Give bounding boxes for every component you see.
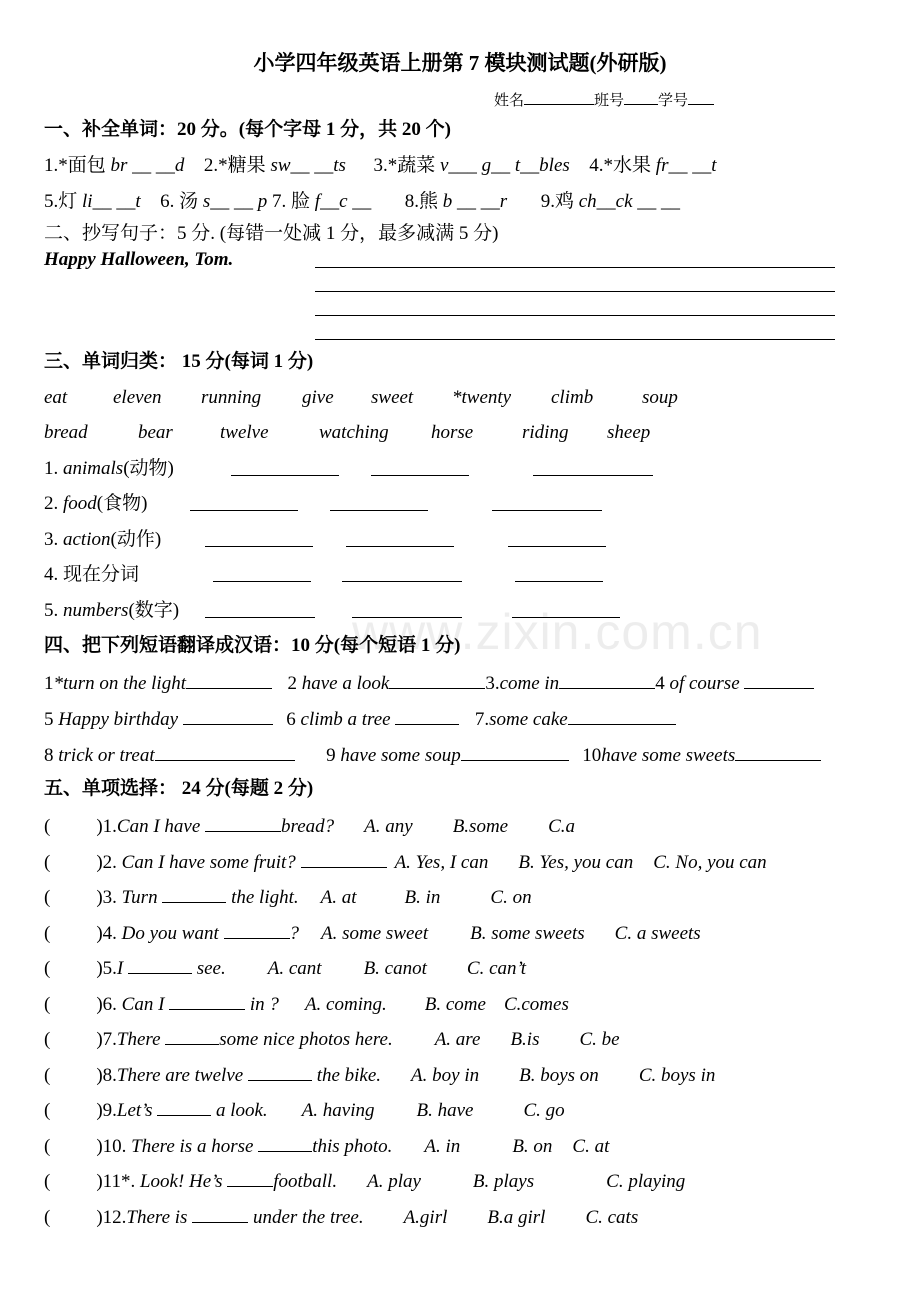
page-title: 小学四年级英语上册第 7 模块测试题(外研版) — [253, 51, 667, 75]
paren-open: ( — [44, 922, 51, 944]
option-c[interactable]: C. playing — [606, 1171, 686, 1192]
option-b[interactable]: B. on — [512, 1135, 553, 1157]
answer-blank[interactable] — [190, 492, 298, 511]
answer-blank[interactable] — [258, 1133, 312, 1152]
question-num: )4. — [96, 922, 117, 944]
section1-heading: 一、补全单词：20 分。(每个字母 1 分，共 20 个) — [44, 119, 451, 140]
category-label: action — [63, 529, 111, 550]
answer-blank[interactable] — [165, 1026, 219, 1045]
mcq-row — [44, 813, 575, 839]
mcq-row — [44, 955, 526, 981]
word-bank-item: eleven — [113, 387, 162, 408]
word-bank-item: riding — [522, 422, 569, 443]
phrase-text: have a look — [301, 673, 390, 694]
answer-slot[interactable] — [50, 921, 96, 939]
option-b[interactable]: B.a girl — [487, 1206, 546, 1228]
phrase-num: 3. — [485, 673, 500, 694]
word-bank-item: watching — [319, 422, 389, 443]
word-bank-item: bread — [44, 422, 88, 443]
question-post: bread? — [281, 816, 335, 837]
option-a[interactable]: A. at — [320, 887, 357, 908]
word-bank-item: sheep — [607, 422, 651, 443]
category-cn: (动作) — [110, 529, 162, 550]
paren-open: ( — [44, 1171, 51, 1192]
option-a[interactable]: A. are — [434, 1029, 481, 1050]
phrase-text: of course — [669, 673, 740, 694]
option-a[interactable]: A. some sweet — [321, 922, 429, 944]
phrase-num: 7. — [474, 709, 490, 730]
question-post: football. — [273, 1171, 338, 1192]
answer-blank[interactable] — [389, 670, 485, 689]
mcq-row — [44, 1204, 638, 1230]
option-c[interactable]: C. cats — [585, 1206, 639, 1228]
question-num: )11*. — [96, 1171, 136, 1192]
answer-blank[interactable] — [568, 706, 676, 725]
question-num: )8. — [96, 1064, 117, 1086]
question-pre: There — [116, 1029, 166, 1050]
answer-slot[interactable] — [50, 1134, 96, 1152]
question-pre: There is — [126, 1206, 193, 1228]
mcq-row — [44, 920, 701, 946]
question-pre: I — [116, 958, 128, 979]
question-pre: Do you want — [116, 922, 224, 944]
mcq-row — [44, 884, 532, 910]
option-c[interactable]: C. go — [523, 1100, 565, 1121]
copy-line-1[interactable] — [315, 267, 835, 268]
mcq-row — [44, 1062, 715, 1088]
category-num: 5. — [44, 600, 59, 621]
option-c[interactable]: C. boys in — [638, 1064, 716, 1086]
s1-item4-num: 4.*水果 — [589, 155, 652, 176]
paren-open: ( — [44, 993, 51, 1015]
paren-open: ( — [44, 816, 51, 837]
phrase-text: *turn on the light — [53, 673, 186, 694]
category-cn: (食物) — [96, 493, 148, 514]
word-bank-item: *twenty — [452, 387, 512, 408]
option-a[interactable]: A. coming. — [304, 993, 387, 1015]
answer-slot[interactable] — [50, 1063, 96, 1081]
answer-blank[interactable] — [395, 706, 459, 725]
answer-blank[interactable] — [183, 706, 273, 725]
word-bank-item: climb — [551, 387, 594, 408]
question-post: some nice photos here. — [219, 1029, 393, 1050]
question-num: )6. — [96, 993, 117, 1015]
answer-slot[interactable] — [50, 850, 96, 868]
question-pre: Can I — [116, 993, 170, 1015]
answer-blank[interactable] — [169, 991, 245, 1010]
phrase-num: 1 — [44, 673, 54, 694]
option-a[interactable]: A. Yes, I can — [394, 851, 489, 873]
s1-item8-num: 8.熊 — [404, 191, 439, 212]
answer-blank[interactable] — [205, 813, 281, 832]
section2-heading: 二、抄写句子：5 分. (每错一处减 1 分，最多减满 5 分) — [44, 223, 499, 244]
phrase-text: have some soup — [340, 745, 461, 766]
answer-blank[interactable] — [224, 920, 290, 939]
question-num: )5. — [96, 958, 117, 979]
paren-open: ( — [44, 1135, 51, 1157]
category-num: 4. — [44, 564, 59, 585]
answer-blank[interactable] — [744, 670, 814, 689]
phrase-text: have some sweets — [601, 745, 736, 766]
phrase-text: Happy birthday — [58, 709, 179, 730]
phrase-num: 2 — [287, 673, 297, 694]
phrase-num: 5 — [44, 709, 54, 730]
s1-item7-word: f__c __ — [314, 191, 372, 212]
word-bank-item: bear — [138, 422, 173, 443]
section3-heading: 三、单词归类： 15 分(每词 1 分) — [44, 351, 314, 372]
answer-slot[interactable] — [50, 1169, 96, 1187]
number-blank[interactable] — [688, 86, 714, 105]
option-a[interactable]: A. in — [424, 1135, 461, 1157]
question-post: the light. — [226, 887, 299, 908]
question-pre: Can I have — [116, 816, 206, 837]
option-c[interactable]: C.a — [548, 816, 576, 837]
s1-item8-word: b __ __r — [442, 191, 508, 212]
s1-item9-num: 9.鸡 — [540, 191, 574, 212]
paren-open: ( — [44, 1206, 51, 1228]
category-num: 3. — [44, 529, 59, 550]
question-post: ? — [289, 922, 300, 944]
question-pre: Look! He’s — [135, 1171, 228, 1192]
answer-blank[interactable] — [301, 849, 387, 868]
answer-blank[interactable] — [559, 670, 655, 689]
answer-blank[interactable] — [231, 457, 339, 476]
paren-open: ( — [44, 1029, 51, 1050]
category-num: 1. — [44, 458, 59, 479]
s1-item4-word: fr__ __t — [655, 155, 717, 176]
answer-blank[interactable] — [461, 742, 569, 761]
option-c[interactable]: C. be — [579, 1029, 620, 1050]
question-post: see. — [191, 958, 226, 979]
question-num: )1. — [96, 816, 117, 837]
answer-blank[interactable] — [330, 492, 428, 511]
answer-blank[interactable] — [192, 1204, 248, 1223]
phrase-text: climb a tree — [300, 709, 391, 730]
question-num: )7. — [96, 1029, 117, 1050]
answer-blank[interactable] — [515, 563, 603, 582]
option-a[interactable]: A.girl — [403, 1206, 448, 1228]
section4-heading: 四、把下列短语翻译成汉语：10 分(每个短语 1 分) — [44, 635, 461, 656]
answer-blank[interactable] — [227, 1168, 273, 1187]
option-b[interactable]: B. have — [416, 1100, 474, 1121]
answer-blank[interactable] — [213, 563, 311, 582]
name-label: 姓名 — [494, 93, 525, 109]
category-cn: (数字) — [128, 600, 180, 621]
section1-row1 — [44, 154, 717, 178]
answer-blank[interactable] — [533, 457, 653, 476]
question-num: )12. — [96, 1206, 127, 1228]
answer-blank[interactable] — [342, 563, 462, 582]
phrase-num: 9 — [326, 745, 336, 766]
answer-slot[interactable] — [50, 814, 96, 832]
answer-blank[interactable] — [205, 528, 313, 547]
mcq-row — [44, 1133, 609, 1159]
question-pre: Let’s — [116, 1100, 158, 1121]
phrase-row1 — [44, 670, 814, 696]
s1-item2-word: sw__ __ts — [270, 155, 346, 176]
answer-blank[interactable] — [248, 1062, 312, 1081]
answer-slot[interactable] — [50, 1098, 96, 1116]
category-cn: (动物) — [123, 458, 174, 479]
phrase-text: come in — [499, 673, 560, 694]
phrase-row3 — [44, 742, 821, 768]
number-label: 学号 — [658, 93, 689, 109]
word-bank-item: give — [302, 387, 334, 408]
paren-open: ( — [44, 851, 51, 873]
paren-open: ( — [44, 958, 51, 979]
paren-open: ( — [44, 1100, 51, 1121]
class-label: 班号 — [594, 93, 625, 109]
s1-item6-word: s__ __ p — [202, 191, 268, 212]
option-b[interactable]: B. in — [404, 887, 441, 908]
s1-item3-word: v___ g__ t__bles — [439, 155, 570, 176]
answer-blank[interactable] — [157, 1097, 211, 1116]
word-bank-item: horse — [431, 422, 474, 443]
answer-blank[interactable] — [512, 599, 620, 618]
section5-heading: 五、单项选择： 24 分(每题 2 分) — [44, 778, 314, 799]
word-bank-item: twelve — [220, 422, 269, 443]
phrase-num: 10 — [582, 745, 602, 766]
word-bank-item: eat — [44, 387, 68, 408]
option-b[interactable]: B. some sweets — [470, 922, 585, 944]
answer-blank[interactable] — [352, 599, 462, 618]
s1-item1-num: 1.*面包 — [44, 155, 106, 176]
option-c[interactable]: C. can’t — [466, 958, 527, 979]
s1-item5-word: li__ __t — [82, 191, 141, 212]
question-pre: Turn — [116, 887, 163, 908]
question-num: )3. — [96, 887, 117, 908]
answer-slot[interactable] — [50, 992, 96, 1010]
category-label: animals — [63, 458, 124, 479]
option-b[interactable]: B. canot — [363, 958, 427, 979]
option-c[interactable]: C. at — [572, 1135, 610, 1157]
category-cn: 现在分词 — [63, 564, 140, 585]
answer-blank[interactable] — [162, 884, 226, 903]
s1-item6-num: 6. 汤 — [160, 191, 199, 212]
copy-line-3[interactable] — [315, 315, 835, 316]
question-post: the bike. — [311, 1064, 382, 1086]
word-bank-item: running — [201, 387, 262, 408]
answer-slot[interactable] — [50, 885, 96, 903]
paren-open: ( — [44, 1064, 51, 1086]
option-a[interactable]: A. play — [367, 1171, 421, 1192]
s1-item1-word: br __ __d — [110, 155, 185, 176]
answer-blank[interactable] — [128, 955, 192, 974]
question-pre: There are twelve — [116, 1064, 248, 1086]
answer-blank[interactable] — [205, 599, 315, 618]
answer-blank[interactable] — [155, 742, 295, 761]
mcq-row — [44, 991, 569, 1017]
phrase-text: some cake — [489, 709, 568, 730]
answer-blank[interactable] — [492, 492, 602, 511]
option-b[interactable]: B. boys on — [519, 1064, 599, 1086]
watermark: www.zixin.com.cn — [352, 604, 763, 660]
option-a[interactable]: A. having — [301, 1100, 375, 1121]
s1-item3-num: 3.*蔬菜 — [373, 155, 436, 176]
s1-item5-num: 5.灯 — [44, 191, 78, 212]
option-b[interactable]: B. plays — [472, 1171, 535, 1192]
answer-blank[interactable] — [508, 528, 606, 547]
answer-blank[interactable] — [371, 457, 469, 476]
question-post: a look. — [211, 1100, 268, 1121]
copy-line-2[interactable] — [315, 291, 835, 292]
phrase-text: trick or treat — [58, 745, 155, 766]
answer-slot[interactable] — [50, 956, 96, 974]
mcq-row — [44, 849, 767, 875]
question-post: under the tree. — [248, 1206, 364, 1228]
section1-row2 — [44, 190, 680, 214]
phrase-num: 4 — [655, 673, 665, 694]
category-label: food — [63, 493, 97, 514]
answer-slot[interactable] — [50, 1205, 96, 1223]
s1-item2-num: 2.*糖果 — [203, 155, 266, 176]
phrase-num: 8 — [44, 745, 54, 766]
question-pre: There is a horse — [126, 1135, 259, 1157]
answer-slot[interactable] — [50, 1027, 96, 1045]
mcq-row — [44, 1168, 685, 1194]
answer-blank[interactable] — [186, 670, 272, 689]
class-blank[interactable] — [624, 86, 658, 105]
question-pre: Can I have some fruit? — [116, 851, 301, 873]
option-b[interactable]: B.is — [510, 1029, 540, 1050]
answer-blank[interactable] — [735, 742, 821, 761]
option-c[interactable]: C. a sweets — [614, 922, 701, 944]
phrase-row2 — [44, 706, 676, 732]
phrase-num: 6 — [286, 709, 296, 730]
s1-item9-word: ch__ck __ __ — [578, 191, 681, 212]
s1-item7-num: 7. 脸 — [272, 191, 311, 212]
question-post: in ? — [245, 993, 279, 1015]
option-c[interactable]: C. on — [490, 887, 532, 908]
word-bank-item: soup — [642, 387, 678, 408]
option-b[interactable]: B. Yes, you can — [518, 851, 634, 873]
category-num: 2. — [44, 493, 59, 514]
question-num: )10. — [96, 1135, 127, 1157]
word-bank-item: sweet — [371, 387, 414, 408]
paren-open: ( — [44, 887, 51, 908]
student-info — [494, 86, 714, 111]
option-b[interactable]: B.some — [452, 816, 509, 837]
question-num: )2. — [96, 851, 117, 873]
question-num: )9. — [96, 1100, 117, 1121]
copy-line-4[interactable] — [315, 339, 835, 340]
option-b[interactable]: B. come — [424, 993, 486, 1015]
option-c[interactable]: C. No, you can — [653, 851, 767, 873]
mcq-row — [44, 1097, 565, 1123]
name-blank[interactable] — [524, 86, 594, 105]
option-a[interactable]: A. boy in — [411, 1064, 480, 1086]
option-c[interactable]: C.comes — [503, 993, 569, 1015]
copy-sentence: Happy Halloween, Tom. — [44, 249, 234, 270]
answer-blank[interactable] — [346, 528, 454, 547]
question-post: this photo. — [312, 1135, 393, 1157]
option-a[interactable]: A. any — [364, 816, 413, 837]
mcq-row — [44, 1026, 620, 1052]
category-label: numbers — [63, 600, 129, 621]
option-a[interactable]: A. cant — [267, 958, 322, 979]
